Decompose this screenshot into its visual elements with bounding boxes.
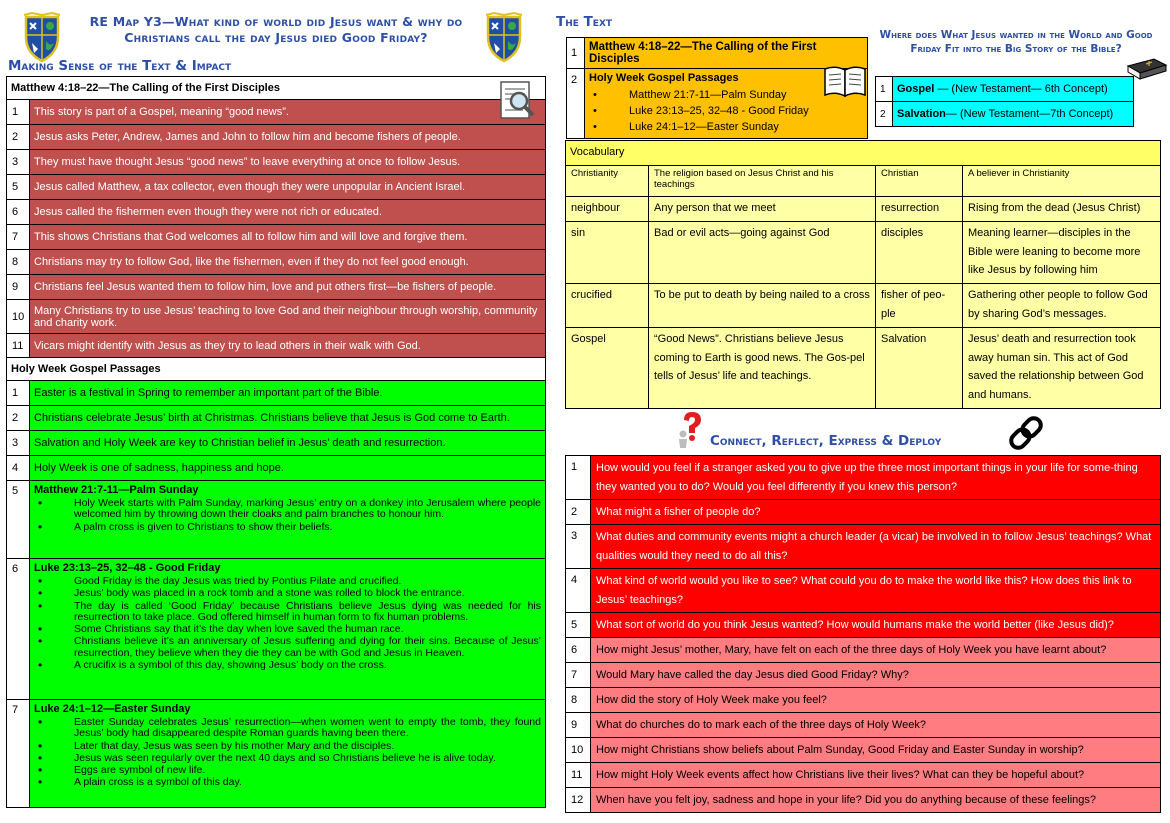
page-title — [68, 14, 484, 46]
list-item: • A crucifix is a symbol of this day, showing Jesus’ body on the cross. — [34, 660, 541, 671]
calling-row-text: Jesus called the fishermen even though they were not rich or educated. — [30, 200, 546, 225]
magnifier-document-icon — [497, 80, 537, 122]
table-row: 1 Gospel — (New Testament— 6th Concept) — [876, 77, 1134, 102]
holy-week-row-text: Christians celebrate Jesus’ birth at Christmas. Christians believe that Jesus is God come to Earth. — [30, 406, 546, 431]
list-item: • Holy Week starts with Palm Sunday, marking Jesus’ entry on a donkey into Jerusalem where people welcomed him by throwing down their cloaks and palm branches to honour him. — [34, 498, 541, 521]
question-person-icon — [676, 410, 706, 450]
table-row: 11 Vicars might identify with Jesus as they try to lead others in their walk with God. — [7, 334, 546, 358]
question-text: What kind of world would you like to see? What could you do to make the world like this? How does this link to Jesus’ teachings? — [591, 569, 1161, 613]
vocab-term: Christianity — [566, 166, 649, 197]
table-row — [566, 166, 1161, 197]
list-item: • A palm cross is given to Christians to show their beliefs. — [34, 522, 541, 533]
table-row: 6 Jesus called the fishermen even though they were not rich or educated. — [7, 200, 546, 225]
vocab-definition: To be put to death by being nailed to a cross — [649, 284, 876, 328]
calling-passage: Matthew 4:18–22—The Calling of the First Disciples — [585, 38, 868, 69]
open-book-icon — [822, 63, 868, 99]
list-item: • Some Christians say that it’s the day when love saved the human race. — [34, 624, 541, 635]
calling-row-text: Jesus asks Peter, Andrew, James and John to follow him and become fishers of people. — [30, 125, 546, 150]
big-story-salvation: Salvation— (New Testament—7th Concept) — [893, 102, 1134, 127]
table-row: 7 This shows Christians that God welcomes all to follow him and will love and forgive them. — [7, 225, 546, 250]
vocab-definition: Rising from the dead (Jesus Christ) — [963, 197, 1161, 222]
vocab-definition: Bad or evil acts—going against God — [649, 222, 876, 284]
vocab-term: sin — [566, 222, 649, 284]
vocab-term: fisher of peo-ple — [876, 284, 963, 328]
table-row: 7 Luke 24:1–12—Easter Sunday • Easter Sunday celebrates Jesus’ resurrection—when women went to empty the tomb, they found Jesus’ body had disappeared despite Roman guards having been there. • Later that day, Jesus was seen by his mother Mary and the disciples. • Jesus was seen regularly over the next 40 days and so Christians believe he is alive today. • Eggs are symbol of new life. • A plain cross is a symbol of this day. — [7, 700, 546, 808]
question-text: What do churches do to mark each of the three days of Holy Week? — [591, 713, 1161, 738]
big-story-gospel: Gospel — (New Testament— 6th Concept) — [893, 77, 1134, 102]
vocab-definition: “Good News”. Christians believe Jesus coming to Earth is good news. The Gos-pel tells of Jesus’ life and teachings. — [649, 328, 876, 409]
table-row: 2 Salvation— (New Testament—7th Concept) — [876, 102, 1134, 127]
table-row: 9 What do churches do to mark each of the three days of Holy Week? — [566, 713, 1161, 738]
question-text: What might a fisher of people do? — [591, 500, 1161, 525]
table-row: 2 What might a fisher of people do? — [566, 500, 1161, 525]
list-item: • Luke 24:1–12—Easter Sunday — [589, 119, 863, 135]
vocab-term: disciples — [876, 222, 963, 284]
vocab-term: resurrection — [876, 197, 963, 222]
title-line-1: RE Map Y3—What kind of world did Jesus want & why do — [89, 14, 463, 29]
table-row: 10 How might Christians show beliefs about Palm Sunday, Good Friday and Easter Sunday in worship? — [566, 738, 1161, 763]
table-row — [566, 197, 1161, 222]
vocab-definition: Meaning learner—disciples in the Bible were leaning to become more like Jesus by following him — [963, 222, 1161, 284]
good-friday-title: Luke 23:13–25, 32–48 - Good Friday — [34, 562, 221, 574]
table-row: 4 What kind of world would you like to see? What could you do to make the world like this? How does this link to Jesus’ teachings? — [566, 569, 1161, 613]
table-row: 3 Salvation and Holy Week are key to Christian belief in Jesus’ death and resurrection. — [7, 431, 546, 456]
table-row: 3 They must have thought Jesus “good news” to leave everything at once to follow Jesus. — [7, 150, 546, 175]
table-row: 6 Luke 23:13–25, 32–48 - Good Friday • Good Friday is the day Jesus was tried by Pontius Pilate and crucified. • Jesus’ body was placed in a rock tomb and a stone was rolled to block the entrance. • The day is called ‘Good Friday’ because Christians believe Jesus dying was needed for his resurrection to take place. God offered himself in human form to fix human problems. • Some Christians say that it’s the day when love saved the human race. • Christians believe it’s an anniversary of Jesus suffering and dying for their sins. Because of Jesus’ resurrection, they believe when they die they can be with God and Jesus in Heaven. • A crucifix is a symbol of this day, showing Jesus’ body on the cross. — [7, 559, 546, 700]
school-crest-icon — [22, 11, 62, 63]
easter-sunday-title: Luke 24:1–12—Easter Sunday — [34, 703, 191, 715]
making-sense-table — [6, 76, 546, 808]
table-row: 1 How would you feel if a stranger asked you to give up the three most important things in your life for some-thing they wanted you to do? Would you feel differently if you knew this person? — [566, 456, 1161, 500]
question-text: Would Mary have called the day Jesus died Good Friday? Why? — [591, 663, 1161, 688]
question-text: How would you feel if a stranger asked you to give up the three most important things in your life for some-thing they wanted you to do? Would you feel differently if you knew this person? — [591, 456, 1161, 500]
school-crest-icon — [484, 11, 524, 63]
big-story-table — [875, 76, 1134, 127]
vocab-definition: Any person that we meet — [649, 197, 876, 222]
list-item: • Luke 23:13–25, 32–48 - Good Friday — [589, 103, 863, 119]
list-item: • The day is called ‘Good Friday’ because Christians believe Jesus dying was needed for his resurrection to take place. God offered himself in human form to fix human problems. — [34, 601, 541, 624]
easter-sunday-cell — [30, 700, 546, 808]
list-item: • Matthew 21:7-11—Palm Sunday — [589, 87, 863, 103]
list-item: • Jesus was seen regularly over the next 40 days and so Christians believe he is alive today. — [34, 753, 541, 764]
holy-week-passages-title: Holy Week Gospel Passages — [589, 72, 739, 84]
calling-row-text: Christians may try to follow God, like the fishermen, even if they do not feel good enough. — [30, 250, 546, 275]
calling-row-text: They must have thought Jesus “good news” to leave everything at once to follow Jesus. — [30, 150, 546, 175]
question-text: How might Jesus’ mother, Mary, have felt on each of the three days of Holy Week you have learnt about? — [591, 638, 1161, 663]
table-row: 5 Matthew 21:7-11—Palm Sunday • Holy Week starts with Palm Sunday, marking Jesus’ entry on a donkey into Jerusalem where people welcomed him by throwing down their cloaks and palm branches to honour him. • A palm cross is given to Christians to show their beliefs. — [7, 481, 546, 559]
table-row: 8 Christians may try to follow God, like the fishermen, even if they do not feel good enough. — [7, 250, 546, 275]
table-row: 2 Holy Week Gospel Passages • Matthew 21:7-11—Palm Sunday • Luke 23:13–25, 32–48 - Good Friday • Luke 24:1–12—Easter Sunday — [567, 69, 868, 139]
section-the-text-heading: The Text — [556, 14, 613, 30]
vocab-term: neighbour — [566, 197, 649, 222]
table-row: 11 How might Holy Week events affect how Christians live their lives? What can they be hopeful about? — [566, 763, 1161, 788]
palm-sunday-title: Matthew 21:7-11—Palm Sunday — [34, 484, 199, 496]
list-item: • Eggs are symbol of new life. — [34, 765, 541, 776]
section-connect-heading: Connect, Reflect, Express & Deploy — [710, 433, 942, 449]
vocab-term: Christian — [876, 166, 963, 197]
table-row: 6 How might Jesus’ mother, Mary, have felt on each of the three days of Holy Week you have learnt about? — [566, 638, 1161, 663]
question-text: How might Holy Week events affect how Christians live their lives? What can they be hopeful about? — [591, 763, 1161, 788]
section-making-sense-heading: Making Sense of the Text & Impact — [8, 58, 232, 74]
list-item: • Good Friday is the day Jesus was tried by Pontius Pilate and crucified. — [34, 576, 541, 587]
table-row: 1 Matthew 4:18–22—The Calling of the First Disciples — [567, 38, 868, 69]
good-friday-cell — [30, 559, 546, 700]
list-item: • Christians believe it’s an anniversary of Jesus suffering and dying for their sins. Because of Jesus’ resurrection, they believe when they die they can be with God and Jesus in Heaven. — [34, 636, 541, 659]
vocab-definition: Jesus’ death and resurrection took away human sin. This act of God saved the relationship between God and humans. — [963, 328, 1161, 409]
calling-row-text: Many Christians try to use Jesus’ teaching to love God and their neighbour through worship, community and charity work. — [30, 300, 546, 334]
table-row — [566, 328, 1161, 409]
title-line-2: Christians call the day Jesus died Good Friday? — [124, 30, 428, 45]
vocabulary-heading: Vocabulary — [566, 141, 1161, 166]
table-row — [566, 222, 1161, 284]
table-row: 2 Jesus asks Peter, Andrew, James and John to follow him and become fishers of people. — [7, 125, 546, 150]
vocabulary-table — [565, 140, 1161, 409]
calling-row-text: Christians feel Jesus wanted them to follow him, love and put others first—be fishers of people. — [30, 275, 546, 300]
table-row: 4 Holy Week is one of sadness, happiness and hope. — [7, 456, 546, 481]
question-text: What sort of world do you think Jesus wanted? How would humans make the world better (like Jesus did)? — [591, 613, 1161, 638]
vocab-term: crucified — [566, 284, 649, 328]
question-text: What duties and community events might a church leader (a vicar) be involved in to follow Jesus’ teachings? What qualities would they need to do all this? — [591, 525, 1161, 569]
vocab-term: Salvation — [876, 328, 963, 409]
table-row: 10 Many Christians try to use Jesus’ teaching to love God and their neighbour through worship, community and charity work. — [7, 300, 546, 334]
palm-sunday-cell — [30, 481, 546, 559]
vocab-definition: The religion based on Jesus Christ and his teachings — [649, 166, 876, 197]
list-item: • A plain cross is a symbol of this day. — [34, 777, 541, 788]
vocab-definition: Gathering other people to follow God by sharing God’s messages. — [963, 284, 1161, 328]
calling-row-text: Jesus called Matthew, a tax collector, even though they were unpopular in Ancient Israel. — [30, 175, 546, 200]
question-text: When have you felt joy, sadness and hope in your life? Did you do anything because of these feelings? — [591, 788, 1161, 813]
list-item: • Easter Sunday celebrates Jesus’ resurrection—when women went to empty the tomb, they found Jesus’ body had disappeared despite Roman guards having been there. — [34, 717, 541, 740]
holy-week-row-text: Salvation and Holy Week are key to Christian belief in Jesus’ death and resurrection. — [30, 431, 546, 456]
chain-link-icon — [1004, 414, 1048, 452]
big-story-heading: Where does What Jesus wanted in the World and Good Friday Fit into the Big Story of the Bible? — [879, 29, 1153, 55]
list-item: • Jesus’ body was placed in a rock tomb and a stone was rolled to block the entrance. — [34, 588, 541, 599]
vocab-definition: A believer in Christianity — [963, 166, 1161, 197]
question-text: How might Christians show beliefs about Palm Sunday, Good Friday and Easter Sunday in worship? — [591, 738, 1161, 763]
vocab-term: Gospel — [566, 328, 649, 409]
table-row — [566, 284, 1161, 328]
table-row: 1 Easter is a festival in Spring to remember an important part of the Bible. — [7, 381, 546, 406]
calling-row-text: This story is part of a Gospel, meaning “good news”. — [30, 100, 546, 125]
table-row: 8 How did the story of Holy Week make you feel? — [566, 688, 1161, 713]
question-text: How did the story of Holy Week make you feel? — [591, 688, 1161, 713]
table-row: 7 Would Mary have called the day Jesus died Good Friday? Why? — [566, 663, 1161, 688]
table-row: 5 What sort of world do you think Jesus wanted? How would humans make the world better (like Jesus did)? — [566, 613, 1161, 638]
calling-heading: Matthew 4:18–22—The Calling of the First Disciples — [7, 77, 546, 100]
holy-week-heading: Holy Week Gospel Passages — [7, 358, 546, 381]
table-row: 12 When have you felt joy, sadness and hope in your life? Did you do anything because of these feelings? — [566, 788, 1161, 813]
table-row: 1 This story is part of a Gospel, meaning “good news”. — [7, 100, 546, 125]
calling-row-text: This shows Christians that God welcomes all to follow him and will love and forgive them. — [30, 225, 546, 250]
table-row: 3 What duties and community events might a church leader (a vicar) be involved in to follow Jesus’ teachings? What qualities would they need to do all this? — [566, 525, 1161, 569]
table-row: 5 Jesus called Matthew, a tax collector, even though they were unpopular in Ancient Israel. — [7, 175, 546, 200]
table-row: 9 Christians feel Jesus wanted them to follow him, love and put others first—be fishers of people. — [7, 275, 546, 300]
calling-row-text: Vicars might identify with Jesus as they try to lead others in their walk with God. — [30, 334, 546, 358]
holy-week-row-text: Easter is a festival in Spring to remember an important part of the Bible. — [30, 381, 546, 406]
list-item: • Later that day, Jesus was seen by his mother Mary and the disciples. — [34, 741, 541, 752]
table-row: 2 Christians celebrate Jesus’ birth at Christmas. Christians believe that Jesus is God come to Earth. — [7, 406, 546, 431]
connect-reflect-table — [565, 455, 1161, 813]
holy-week-row-text: Holy Week is one of sadness, happiness and hope. — [30, 456, 546, 481]
